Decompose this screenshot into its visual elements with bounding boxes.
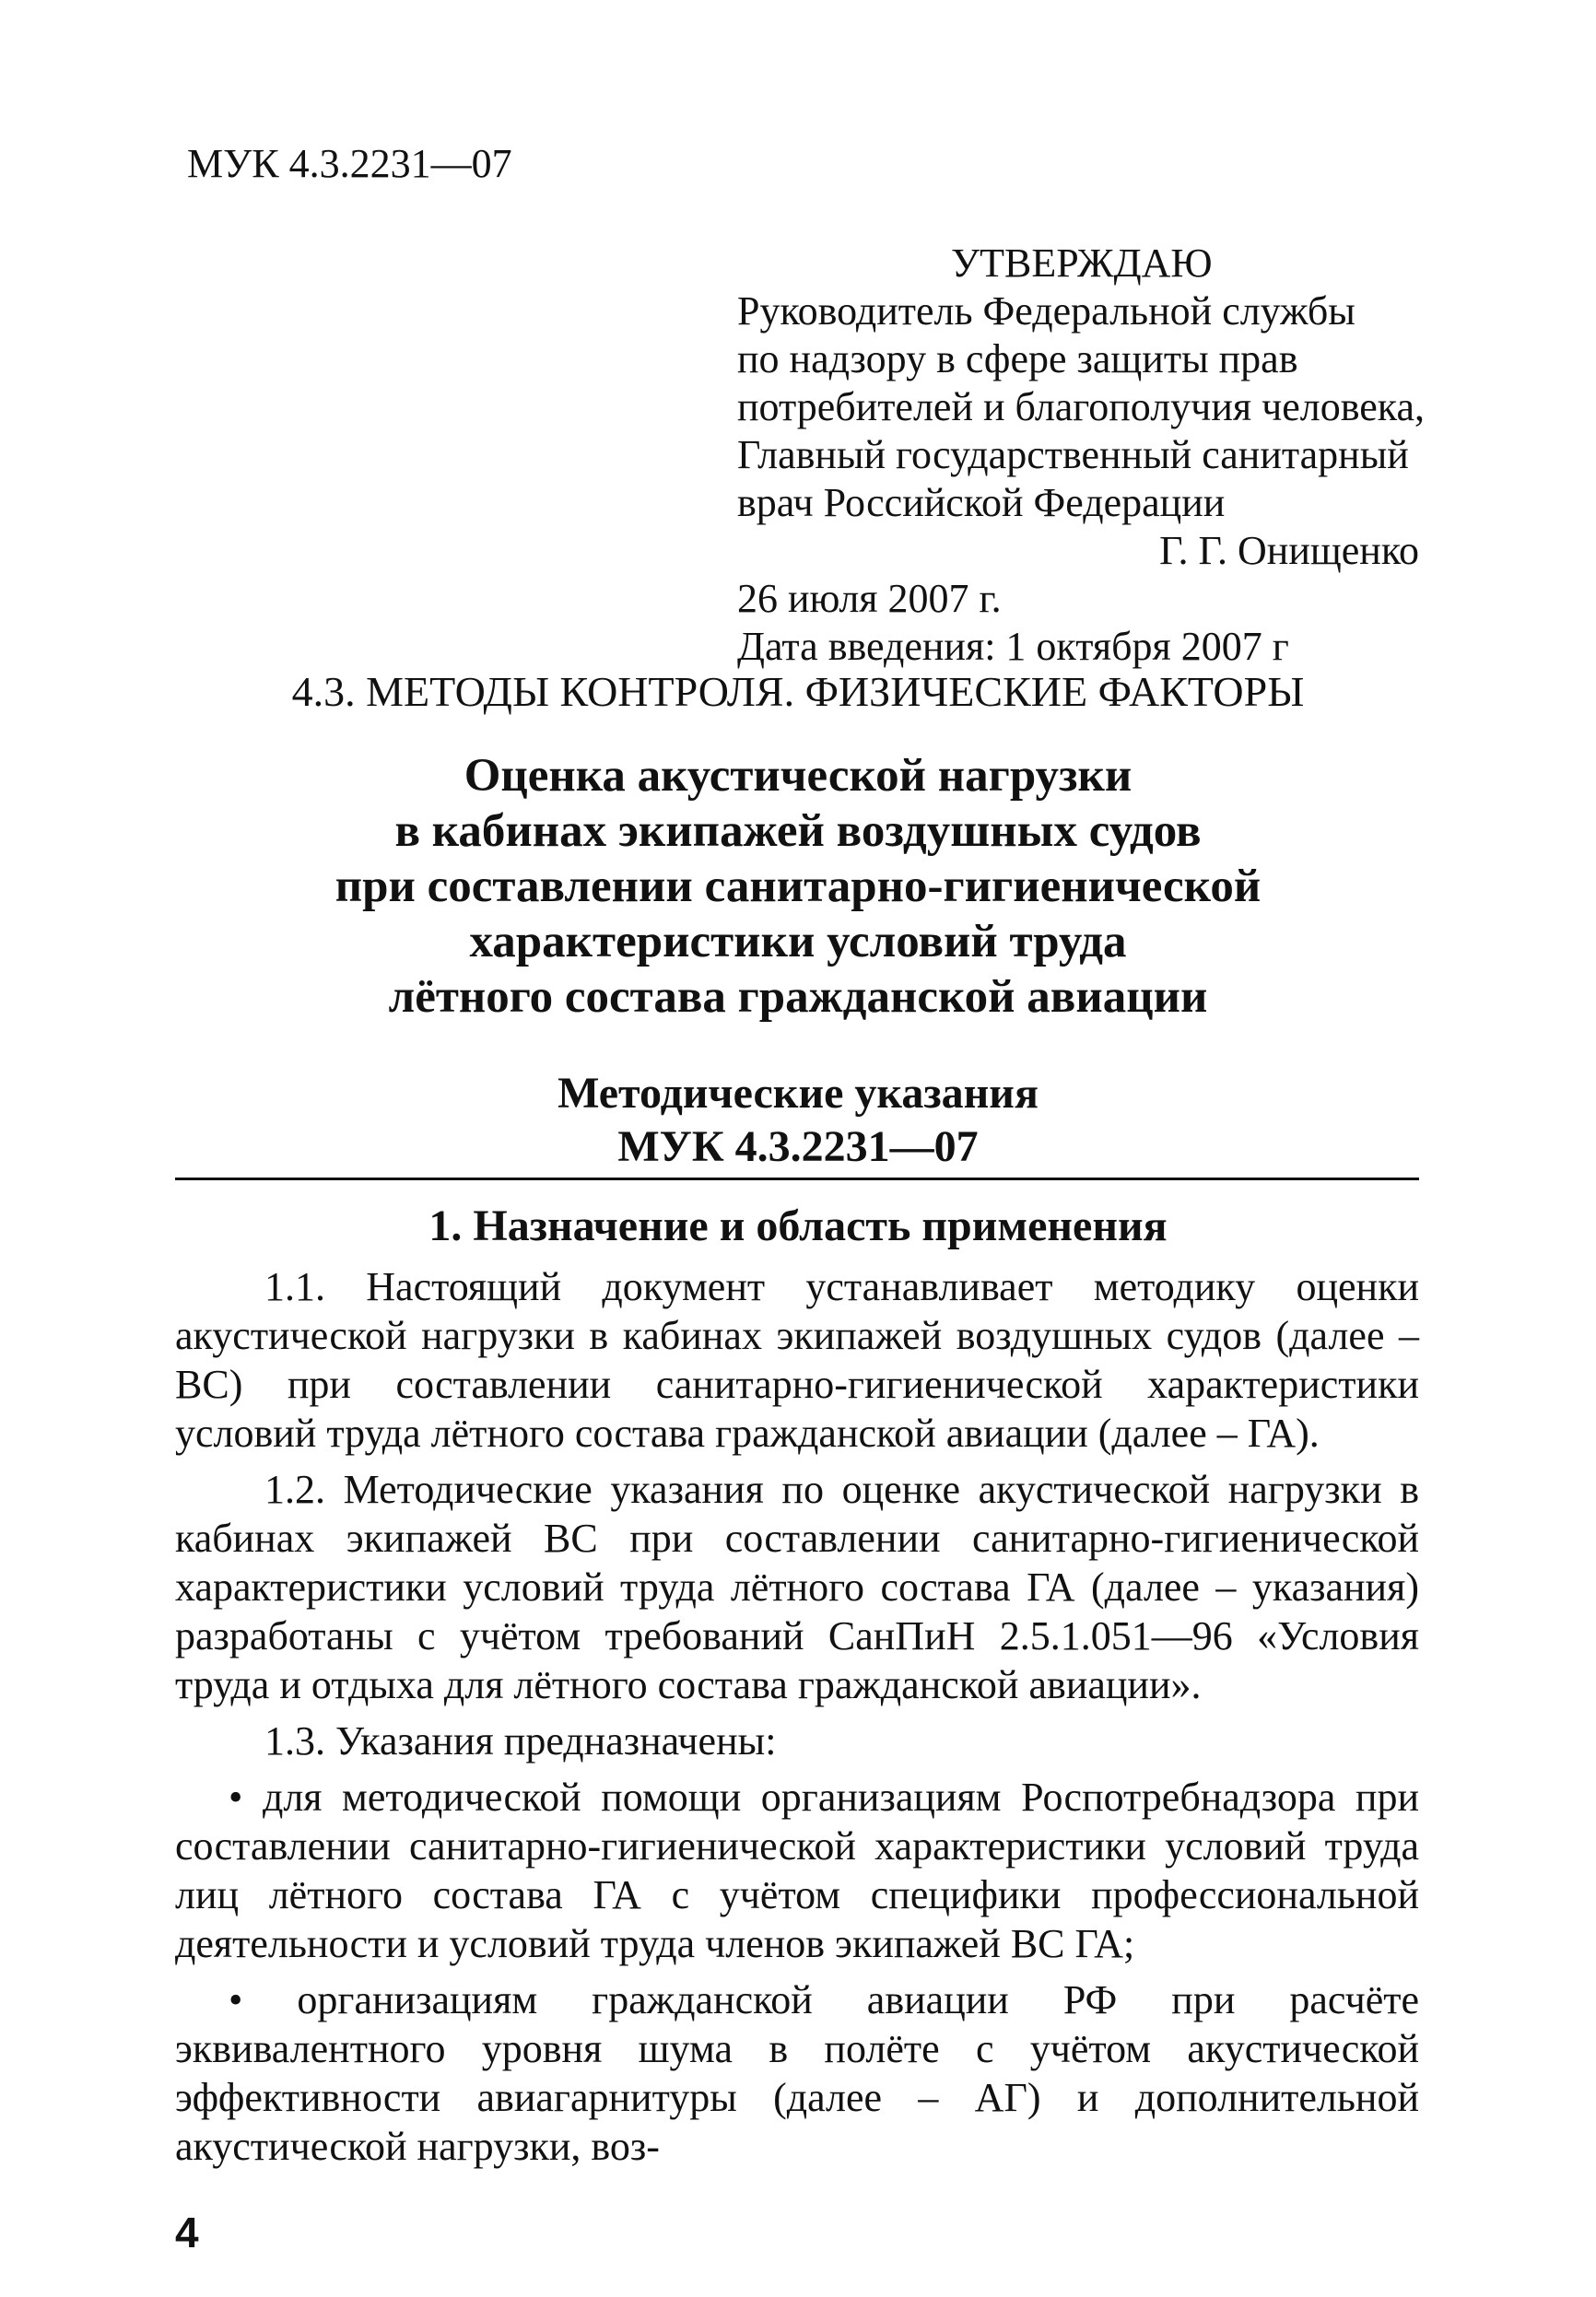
- bullet-item: • для методической помощи организациям Роспотребнадзора при составлении санитарно-гигиенической характеристики условий труда лиц лётного состава ГА с учётом специфики профессиональной деятельности и условий труда членов экипажей ВС ГА;: [175, 1775, 1419, 1966]
- approval-line: потребителей и благополучия человека,: [737, 384, 1426, 429]
- approval-date: 26 июля 2007 г.: [737, 576, 1002, 621]
- approval-line: Главный государственный санитарный: [737, 432, 1409, 477]
- section-body: [175, 1262, 1419, 2171]
- title-line: Оценка акустической нагрузки: [464, 750, 1132, 802]
- title-line: в кабинах экипажей воздушных судов: [394, 805, 1202, 857]
- approval-line: врач Российской Федерации: [737, 480, 1226, 525]
- paragraph: 1.1. Настоящий документ устанавливает методику оценки акустической нагрузки в кабинах экипажей воздушных судов (далее – ВС) при составлении санитарно-гигиенической характеристики условий труда лётного состава гражданской авиации (далее – ГА).: [175, 1264, 1419, 1456]
- approval-line: по надзору в сфере защиты прав: [737, 336, 1298, 381]
- approval-line: Руководитель Федеральной службы: [737, 288, 1355, 334]
- title-line: лётного состава гражданской авиации: [388, 971, 1208, 1023]
- bullet-item: • организациям гражданской авиации РФ при расчёте эквивалентного уровня шума в полёте с учётом акустической эффективности авиагарнитуры (далее – АГ) и дополнительной акустической нагрузки, воз-: [175, 1977, 1419, 2169]
- effective-date: Дата введения: 1 октября 2007 г: [737, 624, 1289, 669]
- title-line: характеристики условий труда: [469, 916, 1127, 967]
- subtitle-line: Методические указания: [557, 1069, 1039, 1118]
- approval-title: УТВЕРЖДАЮ: [951, 240, 1213, 286]
- section-heading: 1. Назначение и область применения: [428, 1201, 1168, 1250]
- document-subtitle: [0, 1067, 1596, 1174]
- paragraph: 1.3. Указания предназначены:: [264, 1718, 777, 1764]
- title-line: при составлении санитарно-гигиенической: [334, 861, 1262, 912]
- section-code: 4.3. МЕТОДЫ КОНТРОЛЯ. ФИЗИЧЕСКИЕ ФАКТОРЫ: [291, 668, 1305, 715]
- document-title: [0, 748, 1596, 1025]
- document-code-header: МУК 4.3.2231—07: [187, 141, 512, 186]
- subtitle-line: МУК 4.3.2231—07: [617, 1122, 979, 1171]
- page-number: 4: [175, 2209, 199, 2256]
- approval-block: [737, 240, 1426, 671]
- paragraph: 1.2. Методические указания по оценке акустической нагрузки в кабинах экипажей ВС при составлении санитарно-гигиенической характеристики условий труда лётного состава ГА (далее – указания) разработаны с учётом требований СанПиН 2.5.1.051—96 «Условия труда и отдыха для лётного состава гражданской авиации».: [175, 1467, 1419, 1707]
- horizontal-rule: [175, 1178, 1419, 1180]
- approval-signer: Г. Г. Онищенко: [1159, 528, 1419, 573]
